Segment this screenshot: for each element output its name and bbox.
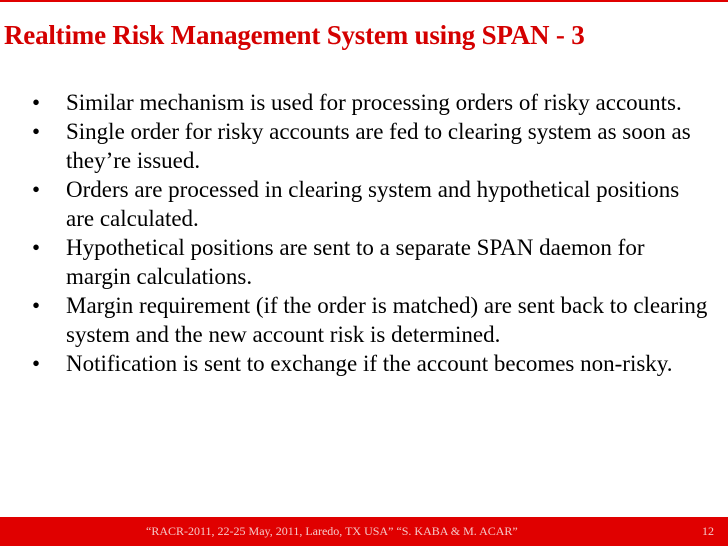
bullet-text: Similar mechanism is used for processing orders of risky accounts. xyxy=(66,90,682,115)
bullet-dot-icon: • xyxy=(32,351,41,376)
title-bar xyxy=(0,0,728,66)
bullet-text: Orders are processed in clearing system and hypothetical positions are calculated. xyxy=(66,177,680,231)
bullet-item xyxy=(28,117,708,175)
slide-title: Realtime Risk Management System using SPAN - 3 xyxy=(4,20,585,50)
bullet-dot-icon: • xyxy=(32,177,41,202)
bullet-list xyxy=(28,88,708,378)
bullet-text: Margin requirement (if the order is matched) are sent back to clearing system and the new account risk is determined. xyxy=(66,293,708,347)
bullet-text: Single order for risky accounts are fed to clearing system as soon as they’re issued. xyxy=(66,119,691,173)
bullet-dot-icon: • xyxy=(32,293,41,318)
bullet-item xyxy=(28,175,708,233)
footer-bar xyxy=(0,517,728,546)
bullet-item xyxy=(28,291,708,349)
footer-citation: “RACR-2011, 22-25 May, 2011, Laredo, TX USA” “S. KABA & M. ACAR” xyxy=(146,524,518,538)
bullet-dot-icon: • xyxy=(32,90,41,115)
bullet-dot-icon: • xyxy=(32,119,41,144)
bullet-item xyxy=(28,88,708,117)
bullet-dot-icon: • xyxy=(32,235,41,260)
bullet-item xyxy=(28,233,708,291)
bullet-text: Notification is sent to exchange if the account becomes non-risky. xyxy=(66,351,673,376)
bullet-text: Hypothetical positions are sent to a separate SPAN daemon for margin calculations. xyxy=(66,235,645,289)
page-number: 12 xyxy=(702,524,714,538)
bullet-item xyxy=(28,349,708,378)
